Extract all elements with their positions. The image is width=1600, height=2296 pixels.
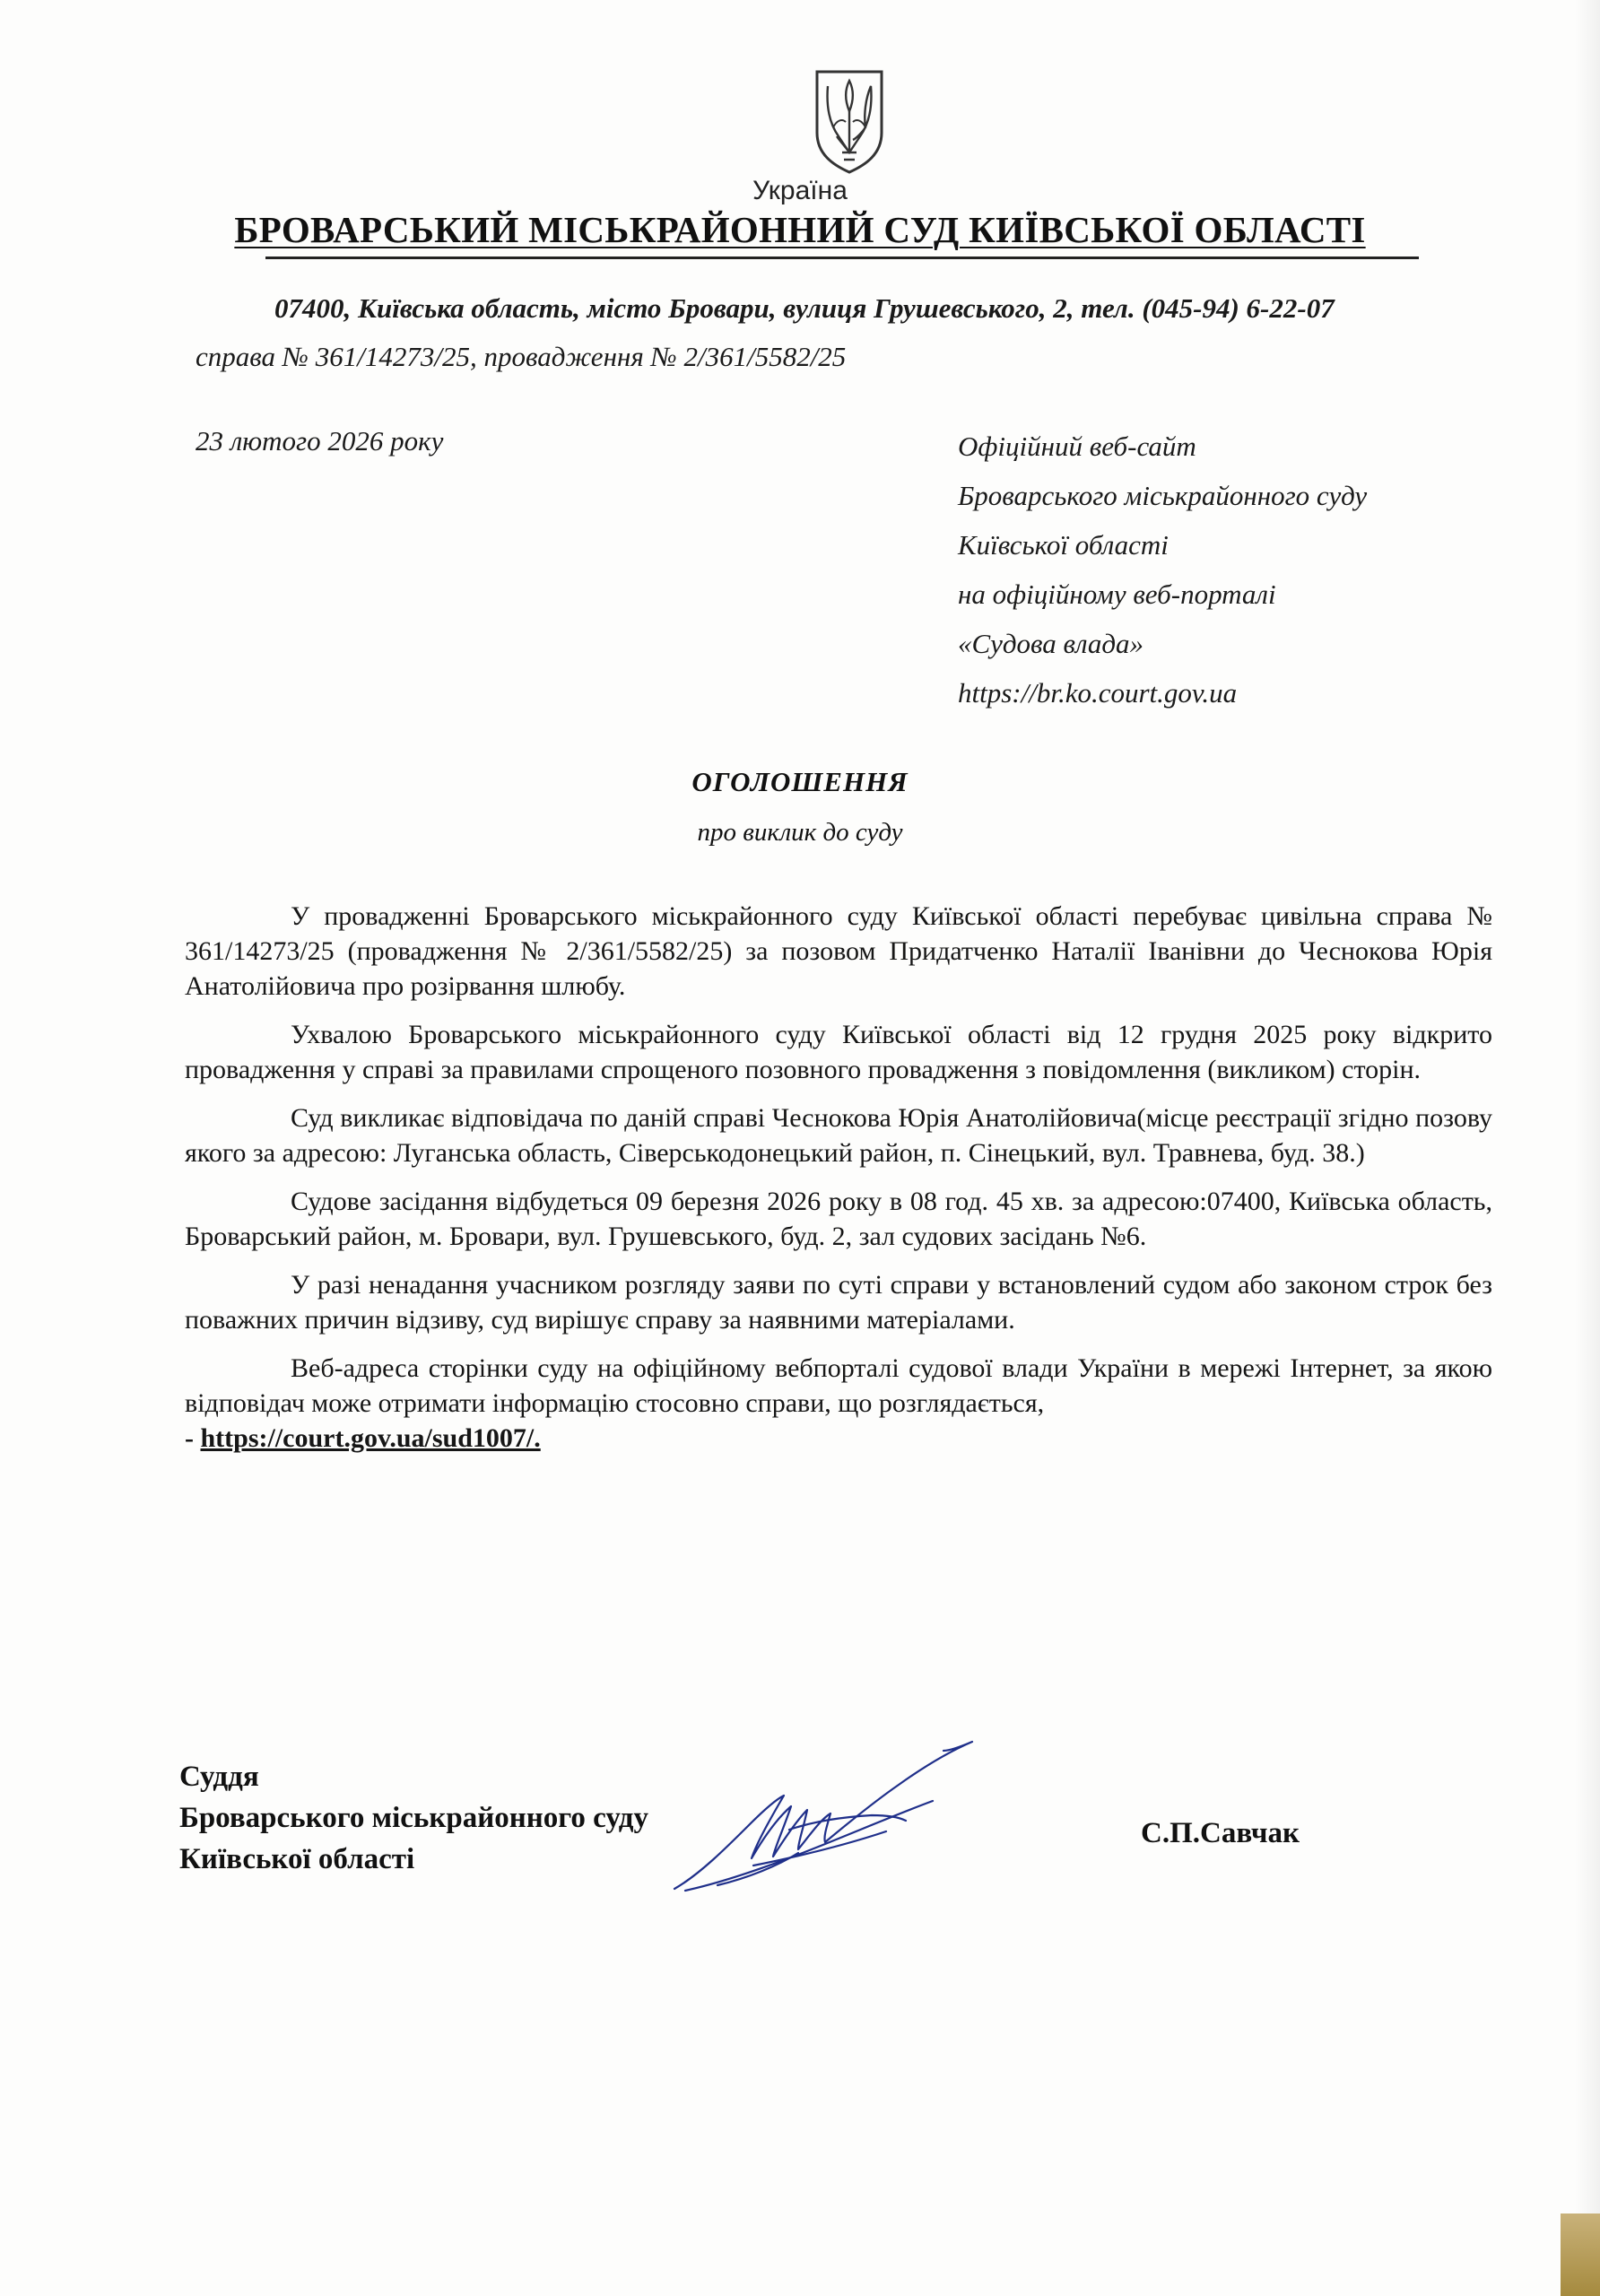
notice-title: ОГОЛОШЕННЯ xyxy=(691,766,909,797)
notice-subtitle: про виклик до суду xyxy=(697,818,903,847)
signature-strokes xyxy=(674,1742,972,1891)
recipient-line: Броварського міськрайонного суду xyxy=(958,480,1368,511)
body-paragraph: У провадженні Броварського міськрайонного суду Київської області перебуває цивільна справа № 361/14273/25 (провадження № 2/361/5582/25) за позовом Придатченко Наталії Іванівни до Чеснокова Юрія Анатолійовича про розірвання шлюбу. xyxy=(185,901,1492,1001)
body-paragraph: Судове засідання відбудеться 09 березня 2026 року в 08 год. 45 хв. за адресою:07400, Київська область, Броварський район, м. Бровари, вул. Грушевського, буд. 2, зал судових засідань №6. xyxy=(185,1187,1492,1251)
recipient-line: на офіційному веб-порталі xyxy=(958,578,1276,610)
court-title-text: БРОВАРСЬКИЙ МІСЬКРАЙОННИЙ СУД КИЇВСЬКОЇ ОБЛАСТІ xyxy=(234,209,1366,250)
court-title xyxy=(0,208,1600,251)
recipient-block xyxy=(958,422,1367,718)
body-paragraph: Суд викликає відповідача по даній справі Чеснокова Юрія Анатолійовича(місце реєстрації згідно позову якого за адресою: Луганська область, Сіверськодонецький район, п. Сінецький, вул. Травнева, буд. 38.) xyxy=(185,1103,1492,1168)
country-name: Україна xyxy=(752,176,848,205)
court-page-link[interactable]: https://court.gov.ua/sud1007/. xyxy=(200,1423,541,1453)
body-paragraph: Веб-адреса сторінки суду на офіційному вебпорталі судової влади України в мережі Інтернет, за якою відповідач може отримати інформацію стосовно справи, що розглядається, xyxy=(185,1353,1492,1418)
judge-name: С.П.Савчак xyxy=(1141,1817,1300,1849)
body-paragraph: Ухвалою Броварського міськрайонного суду Київської області від 12 грудня 2025 року відкрито провадження у справі за правилами спрощеного позовного провадження з повідомлення (викликом) сторін. xyxy=(185,1020,1492,1084)
header-divider xyxy=(265,257,1419,259)
court-address: 07400, Київська область, місто Бровари, вулиця Грушевського, 2, тел. (045-94) 6-22-07 xyxy=(274,292,1335,324)
body-paragraph: У разі ненадання учасником розгляду заяви по суті справи у встановлений судом або законом строк без поважних причин відзиву, суд вирішує справу за наявними матеріалами. xyxy=(185,1270,1492,1335)
case-reference: справа № 361/14273/25, провадження № 2/361/5582/25 xyxy=(196,341,847,372)
judge-title-line: Суддя xyxy=(179,1761,259,1793)
recipient-line: Київської області xyxy=(958,529,1169,561)
trident-emblem-icon xyxy=(812,68,887,176)
link-prefix: - xyxy=(185,1423,201,1453)
page-edge-shadow xyxy=(1575,0,1600,2296)
handwritten-signature xyxy=(664,1731,996,1901)
notice-body xyxy=(185,899,1492,1469)
document-date: 23 лютого 2026 року xyxy=(196,425,444,457)
judge-title-line: Київської області xyxy=(179,1843,415,1875)
corner-binder-mark xyxy=(1561,2213,1600,2296)
judge-title-line: Броварського міськрайонного суду xyxy=(179,1802,649,1834)
recipient-line: «Судова влада» xyxy=(958,628,1144,659)
recipient-website: https://br.ko.court.gov.ua xyxy=(958,677,1238,709)
recipient-line: Офіційний веб-сайт xyxy=(958,430,1196,462)
judge-title-block xyxy=(179,1756,648,1880)
court-link-line xyxy=(185,1421,1492,1456)
